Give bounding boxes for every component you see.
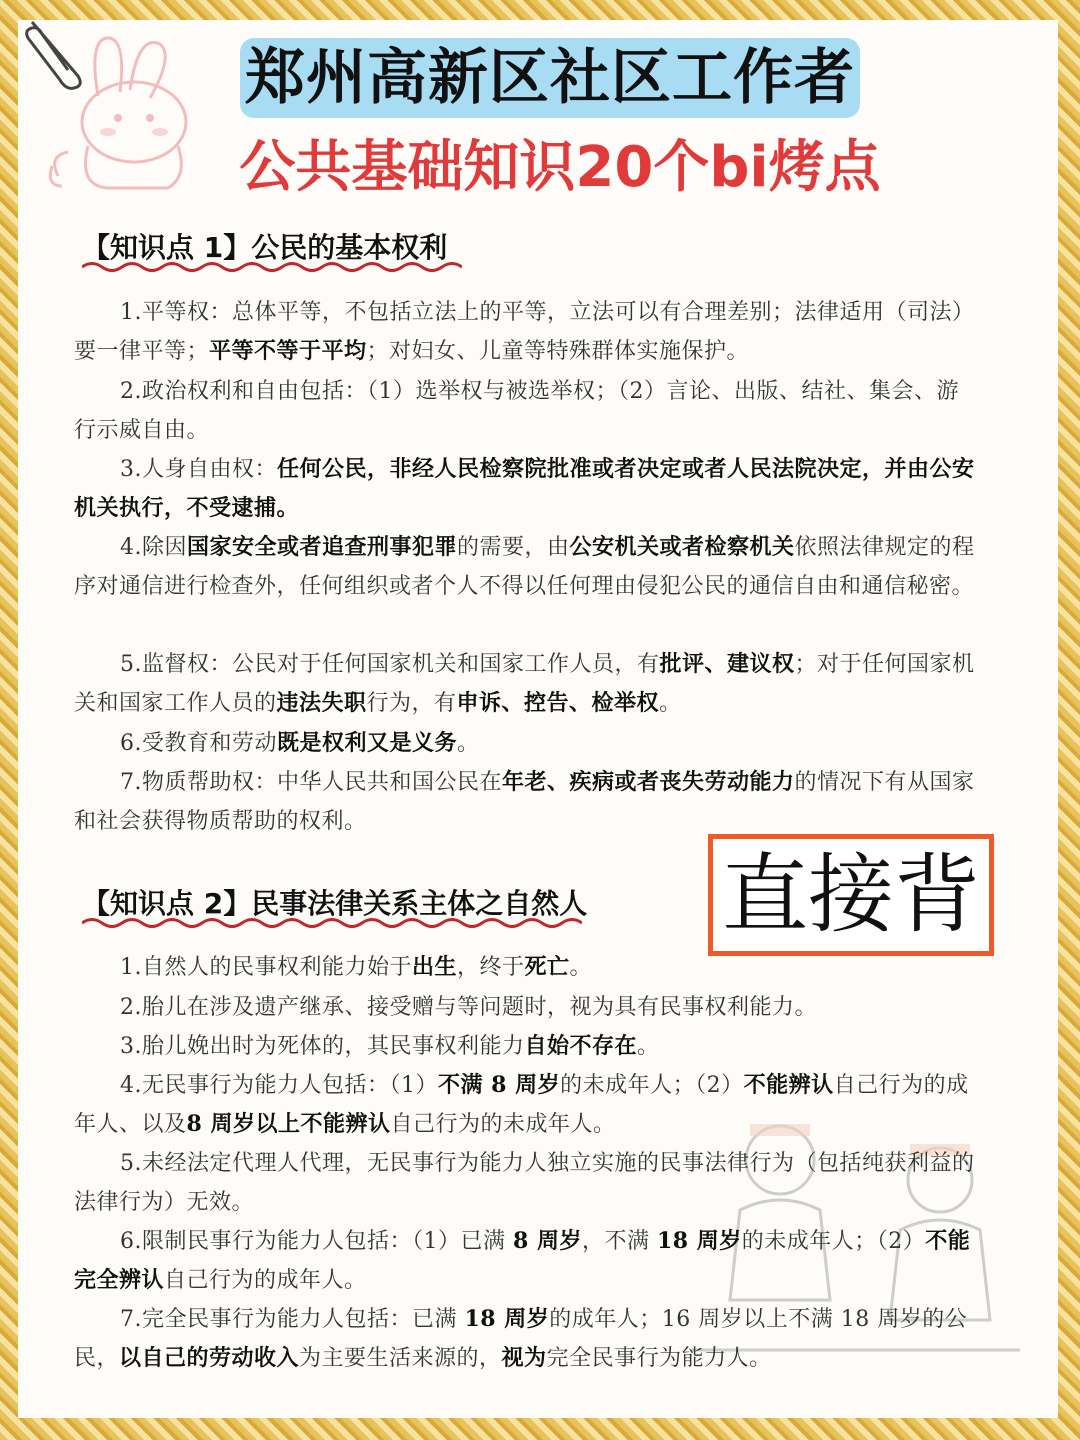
body-text: 。 xyxy=(659,691,682,716)
section2-item-1 xyxy=(74,948,978,987)
emphasis-text: 自始不存在 xyxy=(524,1033,638,1059)
emphasis-text: 出生 xyxy=(412,954,458,980)
emphasis-text: 不能辨认 xyxy=(743,1072,834,1098)
body-text: 的情况下有从国家和社会获得物质帮助的权利。 xyxy=(74,770,975,834)
emphasis-text: 既是权利又是义务 xyxy=(277,730,458,756)
body-text: ，不满 xyxy=(581,1229,657,1254)
emphasis-text: 视为 xyxy=(501,1345,547,1371)
body-text: 自己行为的成年人。 xyxy=(164,1268,367,1293)
section-heading-2: 【知识点 2】民事法律关系主体之自然人 xyxy=(82,887,588,920)
body-text: ；对妇女、儿童等特殊群体实施保护。 xyxy=(366,339,750,364)
body-text: ；对于任何国家机关和国家工作人员的 xyxy=(74,652,975,716)
body-text: 1.平等权：总体平等，不包括立法上的平等，立法可以有合理差别；法律适用（司法）要一律平等； xyxy=(74,300,975,364)
section1-item-6 xyxy=(74,724,978,763)
section2-item-7 xyxy=(74,1300,978,1378)
emphasis-text: 死亡 xyxy=(524,954,570,980)
wavy-underline xyxy=(82,916,582,930)
wavy-underline xyxy=(82,260,462,274)
body-text: 2.胎儿在涉及遗产继承、接受赠与等问题时，视为具有民事权利能力。 xyxy=(120,995,817,1020)
body-text: 7.完全民事行为能力人包括：已满 xyxy=(120,1307,465,1332)
section1-item-1 xyxy=(74,293,978,371)
emphasis-text: 任何公民，非经人民检察院批准或者决定或者人民法院决定，并由公安机关执行，不受逮捕。 xyxy=(74,456,975,521)
emphasis-text: 平等不等于平均 xyxy=(209,338,367,364)
emphasis-text: 国家安全或者追查刑事犯罪 xyxy=(187,534,458,560)
body-text: 行为，有 xyxy=(366,691,457,716)
body-text: ，终于 xyxy=(457,955,525,980)
emphasis-text: 以自己的劳动收入 xyxy=(119,1345,300,1371)
body-text: 4.除因 xyxy=(120,535,187,560)
body-text: 4.无民事行为能力人包括：（1） xyxy=(120,1073,438,1098)
body-text: 6.受教育和劳动 xyxy=(120,731,277,756)
section2-item-2 xyxy=(74,988,978,1027)
emphasis-text: 18 周岁 xyxy=(656,1228,742,1254)
body-text: 依照法律规定的程序对通信进行检查外，任何组织或者个人不得以任何理由侵犯公民的通信自由和通信秘密。 xyxy=(74,535,975,599)
section2-item-4 xyxy=(74,1066,978,1144)
emphasis-text: 年老、疾病或者丧失劳动能力 xyxy=(502,769,795,795)
emphasis-text: 18 周岁 xyxy=(464,1306,550,1332)
body-text: 。 xyxy=(569,955,593,980)
body-text: 5.监督权：公民对于任何国家机关和国家工作人员，有 xyxy=(120,652,660,677)
body-text: 的需要，由 xyxy=(457,535,570,560)
body-text: 完全民事行为能力人。 xyxy=(546,1346,772,1371)
section1-item-2 xyxy=(74,372,978,450)
body-text: 自己行为的成年人、以及 xyxy=(74,1073,969,1137)
body-text: 7.物质帮助权：中华人民共和国公民在 xyxy=(120,770,502,795)
section1-item-3 xyxy=(74,450,978,528)
emphasis-text: 批评、建议权 xyxy=(659,651,795,677)
section1-item-7 xyxy=(74,763,978,841)
emphasis-text: 不满 8 周岁 xyxy=(438,1072,561,1098)
body-text: 2.政治权利和自由包括：（1）选举权与被选举权；（2）言论、出版、结社、集会、游行示威自由。 xyxy=(74,379,959,443)
emphasis-text: 8 周岁以上不能辨认 xyxy=(186,1111,391,1137)
page-title: 郑州高新区社区工作者 xyxy=(245,43,855,113)
section2-item-6 xyxy=(74,1222,978,1300)
body-text: 的成年人；16 周岁以上不满 18 周岁的公民， xyxy=(74,1307,968,1371)
section2-item-3 xyxy=(74,1027,978,1066)
body-text: 3.胎儿娩出时为死体的，其民事权利能力 xyxy=(120,1034,525,1059)
emphasis-text: 申诉、控告、检举权 xyxy=(456,690,660,716)
body-text: 5.未经法定代理人代理，无民事行为能力人独立实施的民事法律行为（包括纯获利益的法律行为）无效。 xyxy=(74,1151,975,1215)
section1-item-5 xyxy=(74,645,978,723)
body-text: 的未成年人；（2） xyxy=(560,1073,744,1098)
bunny-doodle-icon xyxy=(38,26,218,196)
body-text: 。 xyxy=(457,731,480,756)
body-text: 为主要生活来源的， xyxy=(299,1346,502,1371)
section1-item-4 xyxy=(74,528,978,606)
emphasis-text: 不能完全辨认 xyxy=(74,1228,971,1293)
emphasis-text: 违法失职 xyxy=(276,690,367,716)
body-text: 1.自然人的民事权利能力始于 xyxy=(120,955,412,980)
emphasis-text: 公安机关或者检察机关 xyxy=(569,534,795,560)
emphasis-text: 8 周岁 xyxy=(512,1228,582,1254)
page-subtitle: 公共基础知识20个bi烤点 xyxy=(239,135,881,200)
section-heading-1: 【知识点 1】公民的基本权利 xyxy=(82,231,448,264)
body-text: 的未成年人；（2） xyxy=(741,1229,926,1254)
body-text: 。 xyxy=(637,1034,660,1059)
body-text: 自己行为的未成年人。 xyxy=(390,1112,616,1137)
section2-item-5 xyxy=(74,1144,978,1222)
body-text: 3.人身自由权： xyxy=(120,457,277,482)
body-text: 6.限制民事行为能力人包括：（1）已满 xyxy=(120,1229,513,1254)
memorize-stamp: 直接背 xyxy=(708,834,994,956)
